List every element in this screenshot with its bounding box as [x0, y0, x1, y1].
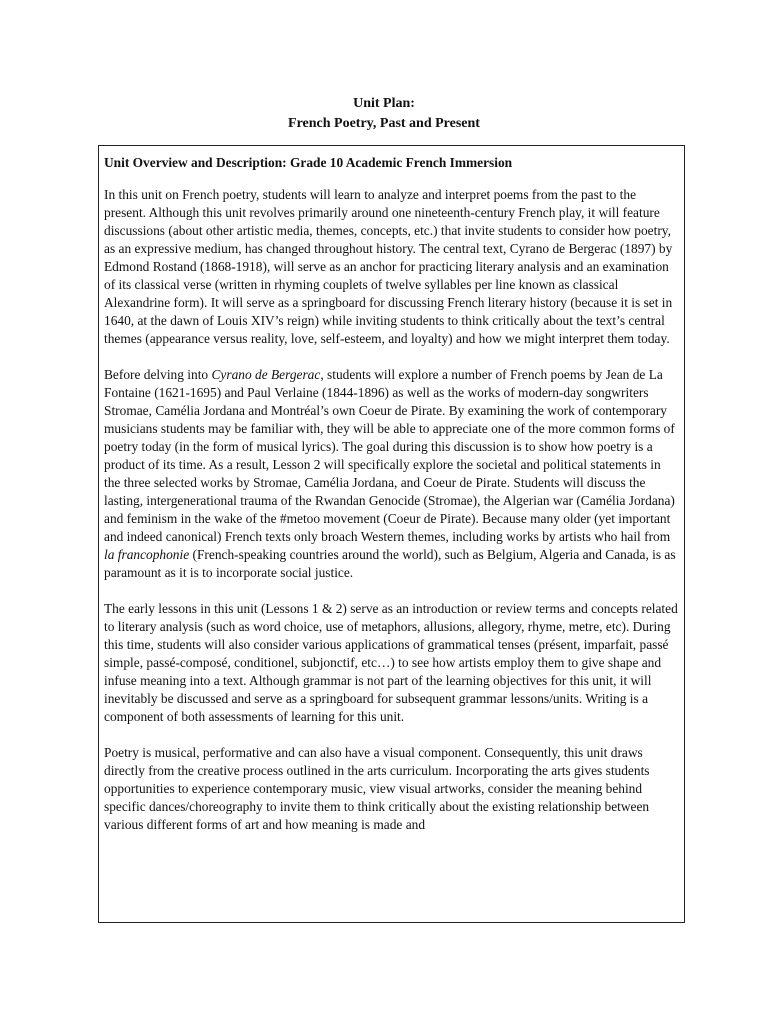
- paragraph-1: In this unit on French poetry, students will learn to analyze and interpret poems from the past to the present. Although this unit revolves primarily around one nineteenth-century French play, it will feature discussions (about other artistic media, themes, concepts, etc.) that invite students to consider how poetry, as an expressive medium, has changed throughout history. The central text, Cyrano de Bergerac (1897) by Edmond Rostand (1868-1918), will serve as an anchor for practicing literary analysis and an examination of its classical verse (written in rhyming couplets of twelve syllables per line known as classical Alexandrine form). It will serve as a springboard for discussing French literary history (because it is set in 1640, at the dawn of Louis XIV’s reign) while inviting students to think critically about the text’s central themes (appearance versus reality, love, self-esteem, and loyalty) and how we might interpret them today.: [104, 187, 673, 346]
- paragraph-2-italic-francophonie: la francophonie: [104, 547, 190, 562]
- paragraph-4: Poetry is musical, performative and can also have a visual component. Consequently, this unit draws directly from the creative process outlined in the arts curriculum. Incorporating the arts gives students opportunities to experience contemporary music, view visual artworks, consider the meaning behind specific dances/choreography to invite them to think critically about the existing relationship between various different forms of art and how meaning is made and: [104, 745, 650, 832]
- paragraph-2-part-a: Before delving into: [104, 367, 212, 382]
- paragraph-2-part-c: (French-speaking countries around the world), such as Belgium, Algeria and Canada, is as paramount as it is to incorporate social justice.: [104, 547, 676, 580]
- paragraph-3: The early lessons in this unit (Lessons 1 & 2) serve as an introduction or review terms and concepts related to literary analysis (such as word choice, use of metaphors, allusions, allegory, rhyme, metre, etc). During this time, students will also consider various applications of grammatical tenses (présent, imparfait, passé simple, passé-composé, conditionel, subjonctif, etc…) to see how artists employ them to give shape and infuse meaning into a text. Although grammar is not part of the learning objectives for this unit, it will inevitably be discussed and serve as a springboard for subsequent grammar lessons/units. Writing is a component of both assessments of learning for this unit.: [104, 601, 678, 724]
- paragraph-2-italic-title: Cyrano de Bergerac: [211, 367, 321, 382]
- title-line-1: Unit Plan:: [353, 96, 415, 111]
- box-heading: Unit Overview and Description: Grade 10 Academic French Immersion: [104, 155, 513, 170]
- title-line-2: French Poetry, Past and Present: [288, 116, 480, 131]
- unit-overview-box: [98, 145, 685, 923]
- paragraph-2-part-b: , students will explore a number of French poems by Jean de La Fontaine (1621-1695) and Paul Verlaine (1844-1896) as well as the works of modern-day songwriters Stromae, Camélia Jordana and Montréal’s own Coeur de Pirate. By examining the work of contemporary musicians students may be familiar with, they will be able to appreciate one of the more common forms of poetry today (in the form of musical lyrics). The goal during this discussion is to show how poetry is a product of its time. As a result, Lesson 2 will specifically explore the societal and political statements in the three selected works by Stromae, Camélia Jordana, and Coeur de Pirate. Students will discuss the lasting, intergenerational trauma of the Rwandan Genocide (Stromae), the Algerian war (Camélia Jordana) and feminism in the wake of the #metoo movement (Coeur de Pirate). Because many older (yet important and indeed canonical) French texts only broach Western themes, including works by artists who hail from: [104, 367, 675, 544]
- document-title: [0, 94, 768, 134]
- paragraph-2: [104, 366, 679, 582]
